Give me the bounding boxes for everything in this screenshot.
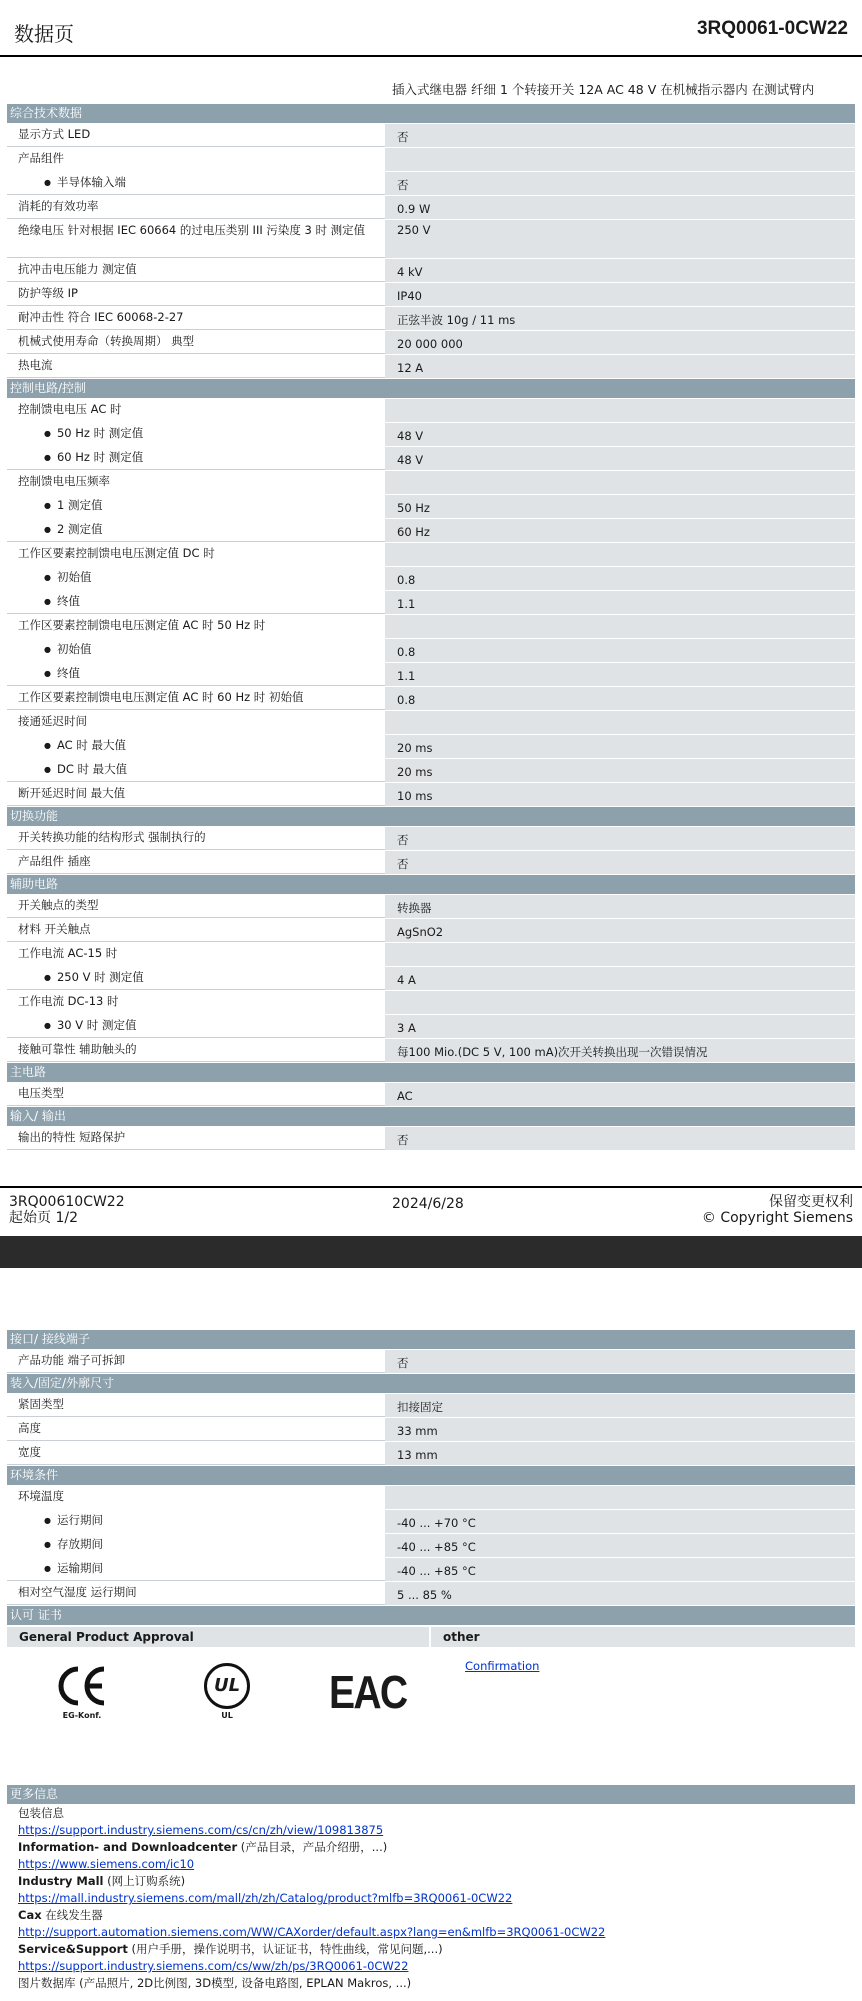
- table-row: 输出的特性 短路保护 否: [7, 1127, 855, 1151]
- table-row: ● 30 V 时 测定值 3 A: [7, 1015, 855, 1039]
- section-header-aux: 辅助电路: [7, 875, 855, 895]
- table-row: ● 终值 1.1: [7, 591, 855, 615]
- table-row: 产品功能 端子可拆卸 否: [7, 1350, 855, 1374]
- table-row: ● 2 测定值 60 Hz: [7, 519, 855, 543]
- table-row: 抗冲击电压能力 测定值 4 kV: [7, 259, 855, 283]
- page-title: 数据页: [14, 22, 74, 46]
- section-header-control: 控制电路/控制: [7, 379, 855, 399]
- section-header-general: 综合技术数据: [7, 104, 855, 124]
- table-row: 工作电流 DC-13 时: [7, 991, 855, 1015]
- approval-header: [7, 1626, 855, 1647]
- table-row: ● 50 Hz 时 测定值 48 V: [7, 423, 855, 447]
- product-code: 3RQ0061-0CW22: [696, 18, 848, 39]
- link-industry-mall[interactable]: https://mall.industry.siemens.com/mall/zh/zh/Catalog/product?mlfb=3RQ0061-0CW22: [18, 1891, 513, 1905]
- footer-rights: 保留变更权利: [769, 1194, 853, 1210]
- ce-mark-icon: EG-Konf.: [47, 1665, 117, 1720]
- product-description: 插入式继电器 纤细 1 个转接开关 12A AC 48 V 在机械指示器内 在测试臂内: [392, 82, 815, 97]
- link-support[interactable]: https://support.industry.siemens.com/cs/ww/zh/ps/3RQ0061-0CW22: [18, 1959, 409, 1973]
- table-row: 紧固类型 扣接固定: [7, 1394, 855, 1418]
- section-header-connection: 接口/ 接线端子: [7, 1330, 855, 1350]
- table-row: 工作区要素控制馈电电压测定值 DC 时: [7, 543, 855, 567]
- table-row: 控制馈电电压频率: [7, 471, 855, 495]
- table-row: 材料 开关触点 AgSnO2: [7, 919, 855, 943]
- table-row: 产品组件 插座 否: [7, 851, 855, 875]
- table-row: 接触可靠性 辅助触头的 每100 Mio.(DC 5 V, 100 mA)次开关转换出现一次错误情况: [7, 1039, 855, 1063]
- table-row: ● 60 Hz 时 测定值 48 V: [7, 447, 855, 471]
- approval-col-other: other: [431, 1627, 855, 1647]
- table-row: 显示方式 LED 否: [7, 124, 855, 148]
- table-row: ● 250 V 时 测定值 4 A: [7, 967, 855, 991]
- table-row: 耐冲击性 符合 IEC 60068-2-27 正弦半波 10g / 11 ms: [7, 307, 855, 331]
- table-row: ● DC 时 最大值 20 ms: [7, 759, 855, 783]
- section-header-switching: 切换功能: [7, 807, 855, 827]
- confirmation-link[interactable]: Confirmation: [465, 1659, 540, 1673]
- page-2: [0, 1268, 862, 2001]
- eac-mark-icon: EAC: [329, 1666, 407, 1718]
- section-header-io: 输入/ 输出: [7, 1107, 855, 1127]
- table-row: 绝缘电压 针对根据 IEC 60664 的过电压类别 III 污染度 3 时 测定值 250 V: [7, 220, 855, 259]
- table-row: 防护等级 IP IP40: [7, 283, 855, 307]
- table-row: 机械式使用寿命（转换周期） 典型 20 000 000: [7, 331, 855, 355]
- table-row: 热电流 12 A: [7, 355, 855, 379]
- link-packaging[interactable]: https://support.industry.siemens.com/cs/cn/zh/view/109813875: [18, 1823, 384, 1837]
- section-header-mounting: 装入/固定/外廓尺寸: [7, 1374, 855, 1394]
- approval-col-general: General Product Approval: [7, 1627, 429, 1647]
- more-info-list: 包装信息 https://support.industry.siemens.com/cs/cn/zh/view/109813875 Information- and Downloadcenter (产品目录，产品介绍册，...) https://www.siemens.com/ic10 Industry Mall (网上订购系统) https://mall.industry.siemens.com/mall/zh/zh/Catalog/product?mlfb=3RQ0061-0CW22 Cax 在线发生器 http://support.automation.siemens.com/WW/CAXorder/default.aspx?lang=en&mlfb=3RQ0061-0CW22 Service&Support (用户手册，操作说明书，认证证书，特性曲线，常见问题,...) https://support.industry.siemens.com/cs/ww/zh/ps/3RQ0061-0CW22 图片数据库 (产品照片, 2D比例图, 3D模型, 设备电路图, EPLAN Makros, ...): [7, 1805, 855, 1992]
- footer-copyright: © Copyright Siemens: [701, 1210, 853, 1226]
- table-row: 开关触点的类型 转换器: [7, 895, 855, 919]
- table-row: ● AC 时 最大值 20 ms: [7, 735, 855, 759]
- footer-date: 2024/6/28: [392, 1196, 464, 1212]
- section-header-more: 更多信息: [7, 1785, 855, 1805]
- table-row: 相对空气湿度 运行期间 5 ... 85 %: [7, 1582, 855, 1606]
- ul-mark-icon: UL UL: [195, 1663, 259, 1720]
- table-row: 断开延迟时间 最大值 10 ms: [7, 783, 855, 807]
- spec-table-page2: [7, 1330, 855, 1992]
- table-row: ● 终值 1.1: [7, 663, 855, 687]
- section-header-main: 主电路: [7, 1063, 855, 1083]
- table-row: ● 半导体输入端 否: [7, 172, 855, 196]
- table-row: 宽度 13 mm: [7, 1442, 855, 1466]
- page-separator: [0, 1236, 862, 1268]
- table-row: 高度 33 mm: [7, 1418, 855, 1442]
- table-row: 控制馈电电压 AC 时: [7, 399, 855, 423]
- table-row: 工作区要素控制馈电电压测定值 AC 时 60 Hz 时 初始值 0.8: [7, 687, 855, 711]
- section-header-env: 环境条件: [7, 1466, 855, 1486]
- image-database-label: 图片数据库 (产品照片, 2D比例图, 3D模型, 设备电路图, EPLAN Makros, ...): [18, 1976, 412, 1990]
- table-row: 接通延迟时间: [7, 711, 855, 735]
- table-row: ● 存放期间 -40 ... +85 °C: [7, 1534, 855, 1558]
- link-cax[interactable]: http://support.automation.siemens.com/WW/CAXorder/default.aspx?lang=en&mlfb=3RQ0061-0CW22: [18, 1925, 606, 1939]
- footer-code: 3RQ00610CW22: [9, 1194, 125, 1210]
- page-header: [0, 0, 862, 57]
- table-row: 电压类型 AC: [7, 1083, 855, 1107]
- approval-logos: [7, 1647, 855, 1757]
- table-row: ● 运行期间 -40 ... +70 °C: [7, 1510, 855, 1534]
- table-row: ● 1 测定值 50 Hz: [7, 495, 855, 519]
- table-row: 工作区要素控制馈电电压测定值 AC 时 50 Hz 时: [7, 615, 855, 639]
- table-row: 开关转换功能的结构形式 强制执行的 否: [7, 827, 855, 851]
- table-row: 环境温度: [7, 1486, 855, 1510]
- page-footer: [0, 1186, 862, 1238]
- table-row: ● 运输期间 -40 ... +85 °C: [7, 1558, 855, 1582]
- section-header-cert: 认可 证书: [7, 1606, 855, 1626]
- table-row: 消耗的有效功率 0.9 W: [7, 196, 855, 220]
- table-row: 产品组件: [7, 148, 855, 172]
- table-row: 工作电流 AC-15 时: [7, 943, 855, 967]
- link-downloadcenter[interactable]: https://www.siemens.com/ic10: [18, 1857, 195, 1871]
- footer-page: 起始页 1/2: [9, 1210, 78, 1226]
- spec-table-page1: [7, 104, 855, 1151]
- table-row: ● 初始值 0.8: [7, 639, 855, 663]
- table-row: ● 初始值 0.8: [7, 567, 855, 591]
